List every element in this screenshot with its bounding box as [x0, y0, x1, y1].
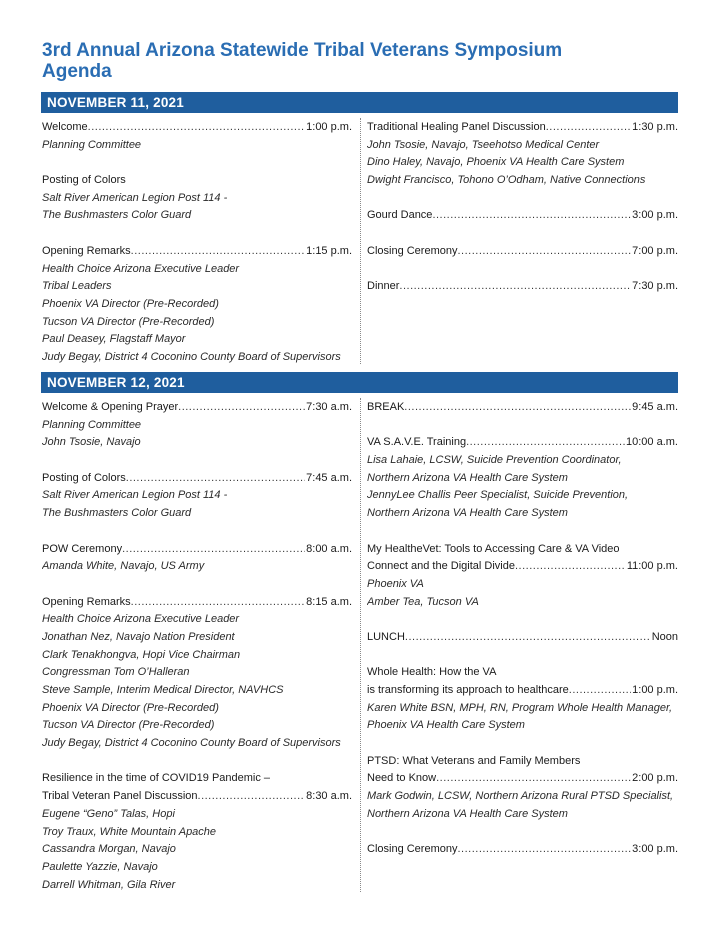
agenda-item-title: Closing Ceremony — [367, 244, 458, 257]
agenda-item — [367, 735, 678, 823]
agenda-item-time: 11:00 p.m. — [626, 560, 678, 573]
agenda-item — [367, 417, 678, 523]
agenda-item — [367, 523, 678, 611]
agenda-item-heading — [42, 399, 352, 417]
spacer — [367, 523, 678, 541]
dot-leader — [198, 788, 306, 806]
agenda-item-speaker: Jonathan Nez, Navajo Nation President — [42, 630, 235, 643]
agenda-item — [42, 452, 352, 523]
agenda-item — [367, 399, 678, 417]
dot-leader — [457, 841, 631, 859]
agenda-item-heading — [42, 470, 352, 488]
agenda-item-title: Gourd Dance — [367, 209, 433, 222]
agenda-item-title: BREAK — [367, 401, 405, 413]
agenda-item-speaker: Steve Sample, Interim Medical Director, NAVHCS — [42, 684, 284, 696]
day-header-nov-11: NOVEMBER 11, 2021 — [41, 92, 678, 113]
agenda-item-speaker: Dino Haley, Navajo, Phoenix VA Health Care System — [367, 156, 625, 169]
agenda-item — [367, 119, 678, 190]
column-divider — [360, 398, 361, 892]
agenda-item-speaker: Planning Committee — [42, 138, 142, 151]
agenda-item-title: Closing Ceremony — [367, 843, 458, 856]
dot-leader — [466, 434, 625, 452]
agenda-item-speaker: John Tsosie, Navajo, Tseehotso Medical Center — [367, 138, 600, 151]
agenda-item-speaker: Judy Begay, District 4 Coconino County Board of Supervisors — [42, 350, 341, 363]
agenda-item-heading — [42, 243, 352, 261]
agenda-item-heading — [42, 788, 352, 806]
agenda-item-heading — [367, 434, 678, 452]
agenda-item-speaker: Paul Deasey, Flagstaff Mayor — [42, 333, 186, 346]
agenda-item-heading — [367, 399, 678, 417]
dot-leader — [569, 682, 631, 700]
agenda-item-title: Posting of Colors — [42, 471, 126, 484]
dot-leader — [178, 399, 305, 417]
agenda-item-speaker: Dwight Francisco, Tohono O’Odham, Native Connections — [367, 174, 646, 187]
agenda-item-time: 3:00 p.m. — [632, 843, 678, 856]
spacer — [367, 647, 678, 665]
spacer — [42, 576, 352, 594]
agenda-item-speaker: Congressman Tom O’Halleran — [42, 666, 190, 679]
agenda-item-title-line: My HealtheVet: Tools to Accessing Care & VA Video — [367, 542, 620, 555]
agenda-item-time: 2:00 p.m. — [632, 772, 678, 785]
title-line-1: 3rd Annual Arizona Statewide Tribal Veterans Symposium — [42, 40, 563, 61]
agenda-item — [367, 824, 678, 859]
agenda-item-speaker: Eugene “Geno” Talas, Hopi — [42, 807, 175, 820]
agenda-item-speaker: Darrell Whitman, Gila River — [42, 878, 176, 891]
agenda-item-heading — [367, 243, 678, 261]
agenda-item — [42, 523, 352, 576]
agenda-item-time: 8:30 a.m. — [306, 790, 352, 803]
spacer — [367, 225, 678, 243]
agenda-item-speaker: Phoenix VA Director (Pre-Recorded) — [42, 701, 219, 714]
day-header-nov-12: NOVEMBER 12, 2021 — [41, 372, 678, 393]
agenda-item-speaker: Paulette Yazzie, Navajo — [42, 860, 158, 873]
agenda-item-speaker: Phoenix VA Director (Pre-Recorded) — [42, 297, 219, 310]
agenda-item-speaker: Lisa Lahaie, LCSW, Suicide Prevention Coordinator, — [367, 454, 622, 467]
day2-left-column — [42, 399, 352, 894]
agenda-item-speaker: Tucson VA Director (Pre-Recorded) — [42, 719, 215, 732]
dot-leader — [122, 541, 305, 559]
agenda-item-title-line: Whole Health: How the VA — [367, 666, 497, 679]
agenda-item-speaker: Health Choice Arizona Executive Leader — [42, 613, 240, 626]
page-title — [42, 40, 562, 82]
spacer — [367, 190, 678, 208]
spacer — [42, 225, 352, 243]
agenda-item-time: 9:45 a.m. — [632, 401, 678, 413]
agenda-item — [42, 119, 352, 154]
agenda-item-title: LUNCH — [367, 630, 405, 643]
agenda-item-speaker: Phoenix VA — [367, 577, 424, 590]
spacer — [367, 824, 678, 842]
agenda-item-title: Connect and the Digital Divide — [367, 560, 515, 573]
agenda-item-speaker: Clark Tenakhongva, Hopi Vice Chairman — [42, 648, 241, 661]
dot-leader — [546, 119, 631, 137]
dot-leader — [126, 470, 305, 488]
agenda-item-heading — [367, 770, 678, 788]
agenda-item-speaker: Phoenix VA Health Care System — [367, 719, 525, 732]
dot-leader — [432, 207, 631, 225]
agenda-item — [42, 154, 352, 225]
agenda-item — [367, 190, 678, 225]
agenda-item-speaker: Karen White BSN, MPH, RN, Program Whole Health Manager, — [367, 701, 673, 714]
dot-leader — [404, 399, 631, 417]
spacer — [42, 523, 352, 541]
agenda-item-title: Opening Remarks — [42, 595, 131, 608]
agenda-item — [367, 225, 678, 260]
agenda-item-heading — [367, 841, 678, 859]
agenda-item-time: 1:15 p.m. — [306, 244, 352, 257]
agenda-item-title: is transforming its approach to healthcare — [367, 684, 569, 696]
agenda-item-time: Noon — [651, 630, 678, 643]
column-divider — [360, 118, 361, 364]
agenda-item-heading — [367, 629, 678, 647]
agenda-item-heading — [367, 682, 678, 700]
agenda-item-speaker: Tucson VA Director (Pre-Recorded) — [42, 315, 215, 328]
spacer — [367, 735, 678, 753]
agenda-item — [367, 647, 678, 735]
agenda-item-title: Dinner — [367, 280, 400, 293]
agenda-item-speaker: Tribal Leaders — [42, 280, 112, 293]
agenda-item-heading — [42, 541, 352, 559]
day2-right-column — [367, 399, 678, 859]
agenda-item-time: 1:30 p.m. — [632, 121, 678, 133]
agenda-item-time: 1:00 p.m. — [306, 121, 352, 133]
agenda-item — [42, 399, 352, 452]
agenda-item-heading — [367, 207, 678, 225]
agenda-item-title: Need to Know — [367, 772, 437, 785]
day1-left-column — [42, 119, 352, 367]
agenda-item-speaker: Judy Begay, District 4 Coconino County Board of Supervisors — [42, 737, 341, 750]
agenda-item-title-line: Resilience in the time of COVID19 Pandemic – — [42, 772, 271, 785]
agenda-item-title: Welcome — [42, 121, 88, 133]
dot-leader — [399, 278, 631, 296]
agenda-item-heading — [367, 119, 678, 137]
agenda-item-title: VA S.A.V.E. Training — [367, 436, 467, 449]
agenda-item-speaker: Salt River American Legion Post 114 - — [42, 191, 228, 204]
spacer — [367, 417, 678, 435]
agenda-item — [42, 225, 352, 367]
agenda-item-title: Traditional Healing Panel Discussion — [367, 121, 546, 133]
agenda-item-heading — [42, 119, 352, 137]
agenda-item-time: 8:15 a.m. — [306, 595, 352, 608]
agenda-item-title: Posting of Colors — [42, 174, 126, 187]
agenda-item-speaker: The Bushmasters Color Guard — [42, 209, 192, 222]
agenda-item-time: 10:00 a.m. — [626, 436, 678, 449]
day1-right-column — [367, 119, 678, 296]
agenda-item-heading — [42, 172, 352, 190]
agenda-item-speaker: Northern Arizona VA Health Care System — [367, 471, 568, 484]
dot-leader — [436, 770, 631, 788]
agenda-item-speaker: Amber Tea, Tucson VA — [367, 595, 479, 608]
agenda-item-speaker: Troy Traux, White Mountain Apache — [42, 825, 217, 838]
agenda-item-time: 1:00 p.m. — [632, 684, 678, 696]
agenda-item-time: 7:45 a.m. — [306, 471, 352, 484]
dot-leader — [405, 629, 651, 647]
agenda-item-heading — [367, 278, 678, 296]
agenda-item-speaker: Northern Arizona VA Health Care System — [367, 507, 568, 520]
agenda-item-speaker: Planning Committee — [42, 418, 142, 431]
agenda-item — [367, 261, 678, 296]
agenda-item-time: 7:30 p.m. — [632, 280, 678, 293]
title-line-2: Agenda — [42, 61, 112, 82]
agenda-item-speaker: John Tsosie, Navajo — [42, 436, 141, 449]
agenda-item-speaker: Health Choice Arizona Executive Leader — [42, 262, 240, 275]
agenda-item-speaker: Amanda White, Navajo, US Army — [42, 560, 205, 573]
spacer — [42, 452, 352, 470]
agenda-item — [42, 753, 352, 895]
spacer — [367, 261, 678, 279]
spacer — [42, 753, 352, 771]
agenda-item-title: Opening Remarks — [42, 244, 131, 257]
agenda-item-speaker: JennyLee Challis Peer Specialist, Suicide Prevention, — [367, 489, 629, 502]
agenda-item-speaker: Salt River American Legion Post 114 - — [42, 489, 228, 502]
spacer — [367, 611, 678, 629]
agenda-item-heading — [367, 558, 678, 576]
dot-leader — [88, 119, 305, 137]
agenda-item-title-line: PTSD: What Veterans and Family Members — [367, 754, 581, 767]
agenda-item-time: 7:00 p.m. — [632, 244, 678, 257]
agenda-item-title: Tribal Veteran Panel Discussion — [42, 790, 198, 803]
agenda-item-title: POW Ceremony — [42, 542, 123, 555]
agenda-item-speaker: The Bushmasters Color Guard — [42, 507, 192, 520]
agenda-item-speaker: Cassandra Morgan, Navajo — [42, 843, 176, 856]
agenda-item-speaker: Northern Arizona VA Health Care System — [367, 807, 568, 820]
agenda-item-time: 8:00 a.m. — [306, 542, 352, 555]
agenda-item-time: 3:00 p.m. — [632, 209, 678, 222]
agenda-item-heading — [42, 594, 352, 612]
spacer — [42, 154, 352, 172]
dot-leader — [457, 243, 631, 261]
agenda-item-title: Welcome & Opening Prayer — [42, 401, 179, 413]
dot-leader — [131, 594, 305, 612]
dot-leader — [131, 243, 305, 261]
agenda-item-speaker: Mark Godwin, LCSW, Northern Arizona Rural PTSD Specialist, — [367, 790, 674, 803]
agenda-item-time: 7:30 a.m. — [306, 401, 352, 413]
dot-leader — [515, 558, 626, 576]
agenda-item — [367, 611, 678, 646]
agenda-item — [42, 576, 352, 753]
